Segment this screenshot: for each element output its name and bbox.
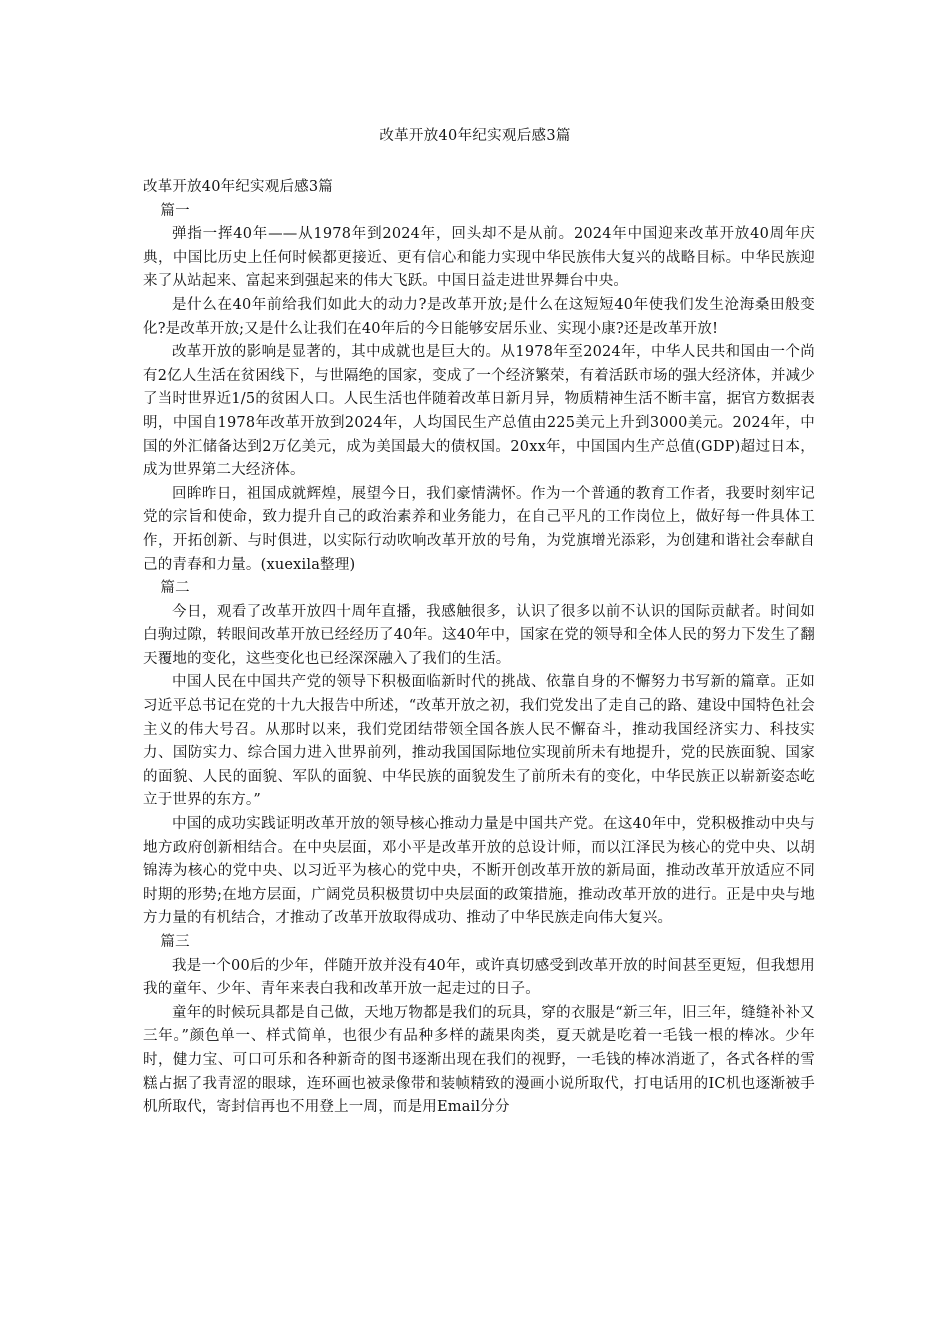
document-body [143, 176, 815, 1120]
paragraph: 中国人民在中国共产党的领导下积极面临新时代的挑战、依靠自身的不懈努力书写新的篇章。正如习近平总书记在党的十九大报告中所述，“改革开放之初，我们党发出了走自己的路、建设中国特色社会主义的伟大号召。从那时以来，我们党团结带领全国各族人民不懈奋斗，推动我国经济实力、科技实力、国防实力、综合国力进入世界前列，推动我国国际地位实现前所未有地提升，党的民族面貌、国家的面貌、人民的面貌、军队的面貌、中华民族的面貌发生了前所未有的变化，中华民族正以崭新姿态屹立于世界的东方。” [143, 674, 815, 809]
section-heading-1: 篇一 [160, 202, 190, 219]
paragraph: 回眸昨日，祖国成就辉煌，展望今日，我们豪情满怀。作为一个普通的教育工作者，我要时刻牢记党的宗旨和使命，致力提升自己的政治素养和业务能力，在自己平凡的工作岗位上，做好每一件具体工作，开拓创新、与时俱进，以实际行动吹响改革开放的号角，为党旗增光添彩，为创建和谐社会奉献自己的青春和力量。(xuexila整理) [143, 485, 815, 573]
section-heading-3: 篇三 [160, 934, 190, 950]
document-subtitle: 改革开放40年纪实观后感3篇 [143, 179, 333, 195]
paragraph: 弹指一挥40年——从1978年到2024年，回头却不是从前。2024年中国迎来改革开放40周年庆典，中国比历史上任何时候都更接近、更有信心和能力实现中华民族伟大复兴的战略目标。中华民族迎来了从站起来、富起来到强起来的伟大飞跃。中国日益走进世界舞台中央。 [143, 226, 815, 290]
paragraph: 我是一个00后的少年，伴随开放并没有40年，或许真切感受到改革开放的时间甚至更短，但我想用我的童年、少年、青年来表白我和改革开放一起走过的日子。 [143, 957, 815, 998]
section-heading-2: 篇二 [160, 580, 190, 597]
paragraph: 中国的成功实践证明改革开放的领导核心推动力量是中国共产党。在这40年中，党积极推动中央与地方政府创新相结合。在中央层面，邓小平是改革开放的总设计师，而以江泽民为核心的党中央、以胡锦涛为核心的党中央、以习近平为核心的党中央，不断开创改革开放的新局面，推动改革开放适应不同时期的形势;在地方层面，广阔党员积极贯切中央层面的政策措施，推动改革开放的进行。正是中央与地方力量的有机结合，才推动了改革开放取得成功、推动了中华民族走向伟大复兴。 [143, 816, 815, 927]
document-title: 改革开放40年纪实观后感3篇 [379, 128, 571, 144]
paragraph: 是什么在40年前给我们如此大的动力?是改革开放;是什么在这短短40年使我们发生沧海桑田般变化?是改革开放;又是什么让我们在40年后的今日能够安居乐业、实现小康?还是改革开放! [143, 296, 815, 337]
paragraph: 今日，观看了改革开放四十周年直播，我感触很多，认识了很多以前不认识的国际贡献者。时间如白驹过隙，转眼间改革开放已经经历了40年。这40年中，国家在党的领导和全体人民的努力下发生了翻天覆地的变化，这些变化也已经深深融入了我们的生活。 [143, 603, 815, 667]
paragraph: 改革开放的影响是显著的，其中成就也是巨大的。从1978年至2024年，中华人民共和国由一个尚有2亿人生活在贫困线下，与世隔绝的国家，变成了一个经济繁荣，有着活跃市场的强大经济体，并减少了当时世界近1/5的贫困人口。人民生活也伴随着改革日新月异，物质精神生活不断丰富，据官方数据表明，中国自1978年改革开放到2024年，人均国民生产总值由225美元上升到3000美元。2024年，中国的外汇储备达到2万亿美元，成为美国最大的债权国。20xx年，中国国内生产总值(GDP)超过日本，成为世界第二大经济体。 [143, 344, 815, 479]
paragraph: 童年的时候玩具都是自己做，天地万物都是我们的玩具，穿的衣服是“新三年，旧三年，缝缝补补又三年。”颜色单一、样式简单，也很少有品种多样的蔬果肉类，夏天就是吃着一毛钱一根的棒冰。少年时，健力宝、可口可乐和各种新奇的图书逐渐出现在我们的视野，一毛钱的棒冰消逝了，各式各样的雪糕占据了我青涩的眼球，连环画也被录像带和装帧精致的漫画小说所取代，打电话用的IC机也逐渐被手机所取代，寄封信再也不用登上一周，而是用Email分分 [143, 1004, 815, 1116]
